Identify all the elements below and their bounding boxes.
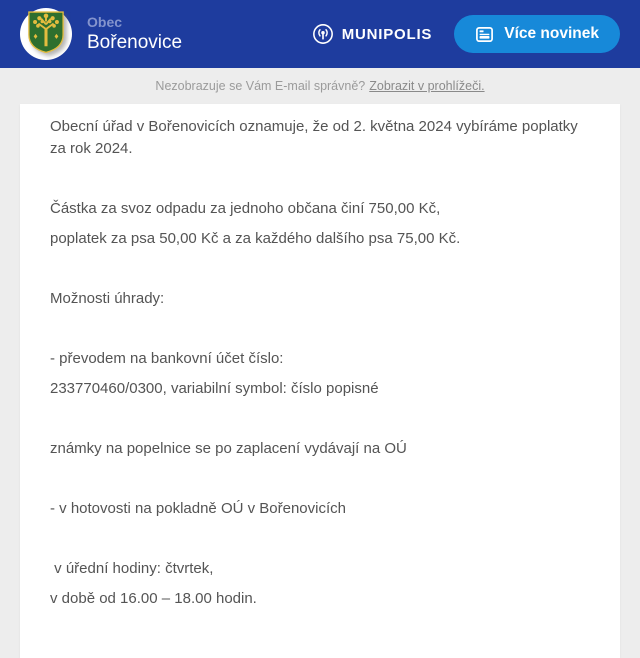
paragraph-spacer [50,258,590,280]
paragraph-spacer [50,168,590,190]
municipality-title [87,14,182,54]
more-news-button[interactable] [454,15,620,53]
municipality-logo [20,8,72,60]
munipolis-logo[interactable] [312,23,433,45]
paragraph-spacer [50,318,590,340]
paragraph: v úřední hodiny: čtvrtek, [50,560,214,577]
paragraph: v době od 16.00 – 18.00 hodin. [50,590,257,607]
org-name: Bořenovice [87,32,183,53]
email-header [0,0,640,68]
paragraph-spacer [50,528,590,550]
browser-notice-text: Nezobrazuje se Vám E-mail správně? [155,79,366,93]
brand-name: MUNIPOLIS [341,25,433,43]
more-news-label: Více novinek [504,25,599,42]
coat-of-arms-shield-icon [27,10,65,59]
paragraph: poplatek za psa 50,00 Kč a za každého dalšího psa 75,00 Kč. [50,230,461,247]
paragraph: 233770460/0300, variabilní symbol: číslo popisné [50,380,379,397]
paragraph-spacer [50,468,590,490]
broadcast-icon [312,23,334,45]
news-icon [475,25,494,44]
paragraph: - převodem na bankovní účet číslo: [50,350,284,367]
paragraph: Možnosti úhrady: [50,290,165,307]
message-body [50,116,590,610]
view-in-browser-link[interactable]: Zobrazit v prohlížeči. [369,79,485,93]
paragraph: Obecní úřad v Bořenovicích oznamuje, že od 2. května 2024 vybíráme poplatky za rok 2024. [50,118,582,157]
browser-notice-bar [0,68,640,104]
paragraph: - v hotovosti na pokladně OÚ v Bořenovicích [50,500,346,517]
paragraph: Částka za svoz odpadu za jednoho občana činí 750,00 Kč, [50,200,441,217]
paragraph-spacer [50,408,590,430]
email-body-card [20,104,620,658]
org-type-label: Obec [87,14,123,30]
paragraph: známky na popelnice se po zaplacení vydávají na OÚ [50,440,407,457]
